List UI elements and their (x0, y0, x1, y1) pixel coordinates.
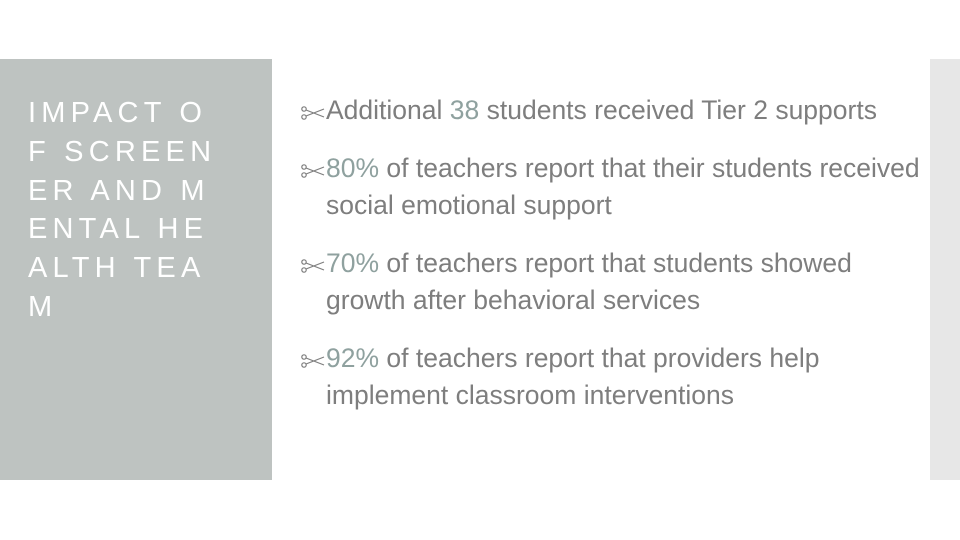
bullet-highlight: 38 (449, 95, 480, 125)
bullet-highlight: 92% (326, 342, 380, 373)
bullet-item (297, 245, 927, 320)
scissors-icon (301, 354, 325, 368)
bullet-text: students received Tier 2 supports (479, 95, 877, 125)
bullet-item (297, 340, 927, 415)
bullet-text: of teachers report that providers help implement classroom interventions (326, 342, 820, 410)
bullet-highlight: 80% (326, 152, 380, 183)
scissors-icon (301, 106, 325, 120)
bullet-highlight: 70% (326, 247, 380, 278)
bullet-text: of teachers report that students showed growth after behavioral services (326, 247, 852, 315)
bullet-prefix: Additional (326, 95, 450, 125)
bullet-list (297, 92, 927, 435)
slide-title: IMPACT OF SCREENER AND MENTAL HEALTH TEAM (28, 97, 217, 323)
bullet-item (297, 150, 927, 225)
scissors-icon (301, 259, 325, 273)
side-strip (930, 59, 960, 480)
bullet-item (297, 92, 927, 130)
bullet-text: of teachers report that their students received social emotional support (326, 152, 920, 220)
scissors-icon (301, 164, 325, 178)
